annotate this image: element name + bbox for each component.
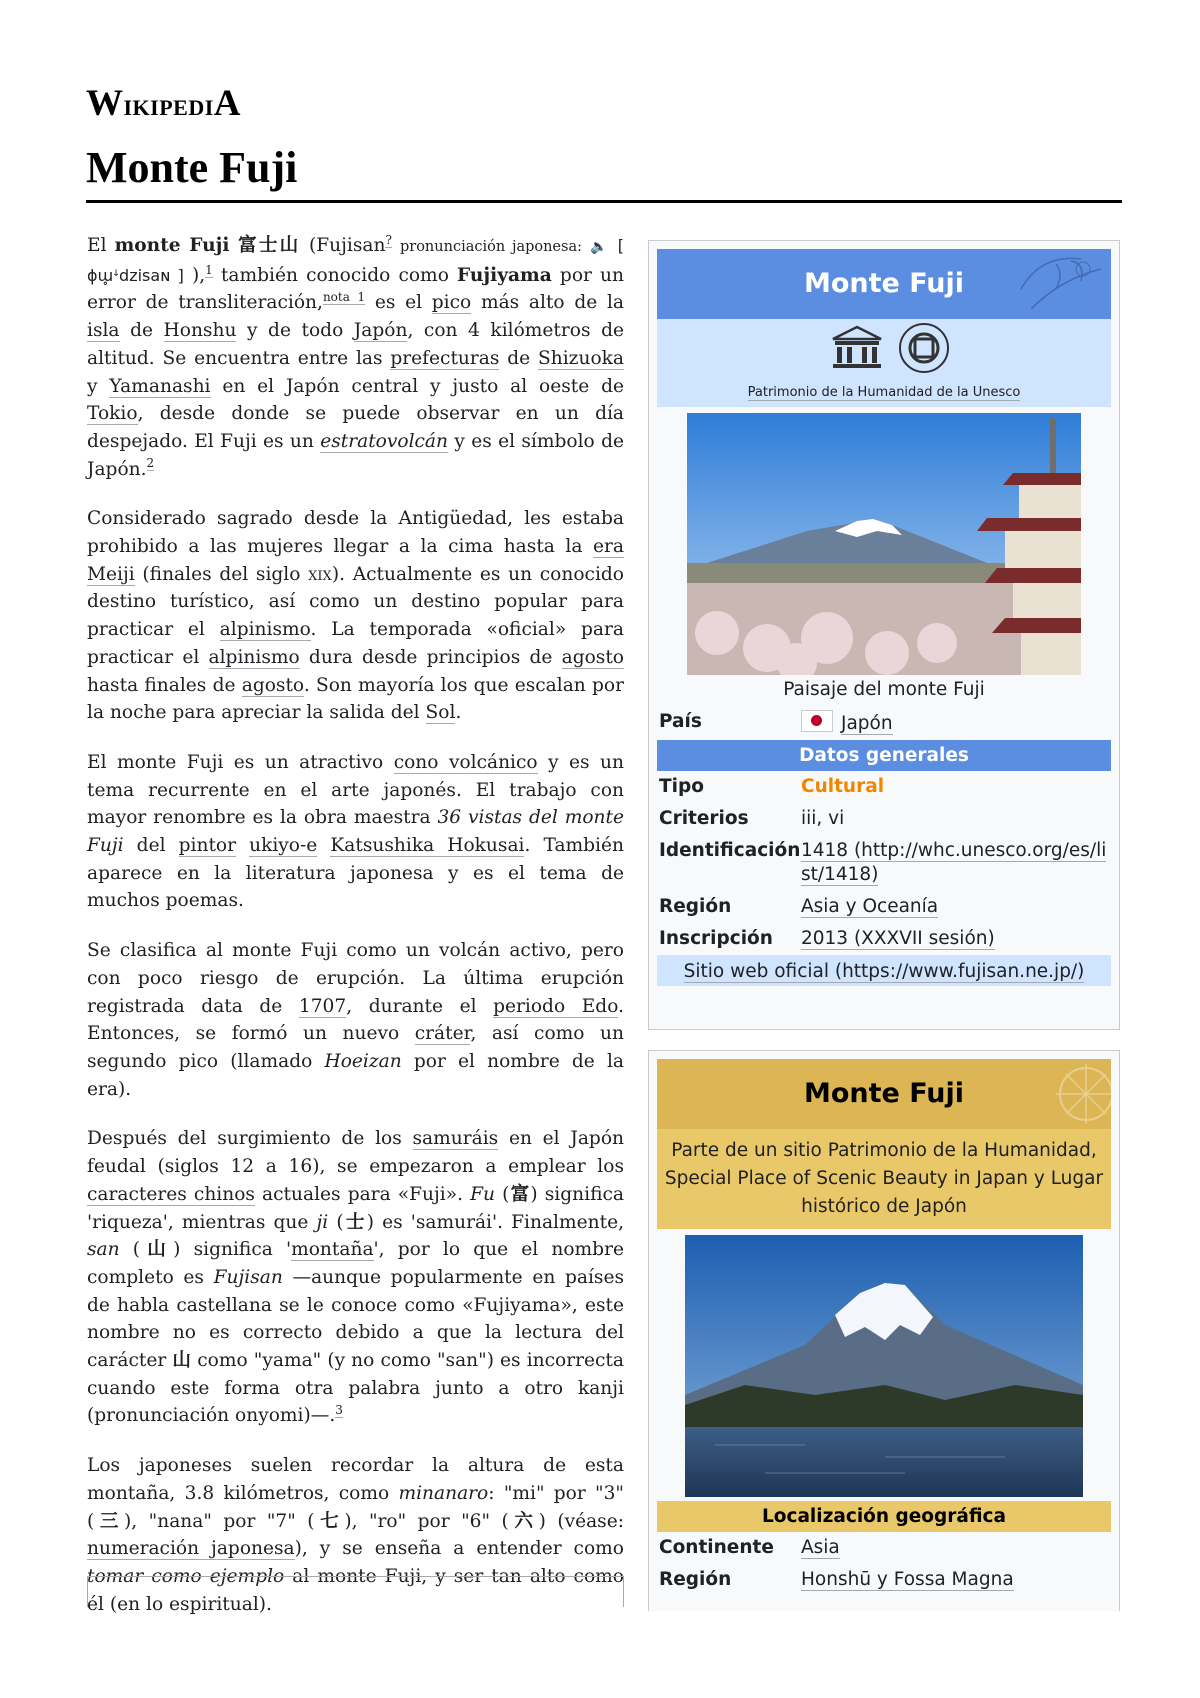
infobox-row-pais: País Japón: [659, 711, 893, 734]
fuji-lake-photo[interactable]: [685, 1235, 1083, 1497]
compass-rose-icon: [1031, 1059, 1111, 1129]
fuji-pagoda-photo[interactable]: [687, 413, 1081, 675]
infobox-geography: [648, 1050, 1120, 1611]
pronunciation-help-link[interactable]: ?: [385, 232, 392, 247]
ref-3[interactable]: 3: [335, 1403, 343, 1418]
infobox-title: Monte Fuji: [803, 268, 965, 299]
link-caracteres-chinos[interactable]: caracteres chinos: [87, 1183, 255, 1205]
japan-flag-icon: [801, 710, 833, 732]
link-tokio[interactable]: Tokio: [87, 403, 138, 425]
link-alpinismo-2[interactable]: alpinismo: [208, 646, 300, 668]
kanji-fujisan: 富士山: [229, 235, 310, 256]
link-pico[interactable]: pico: [431, 292, 472, 314]
paragraph-history: Considerado sagrado desde la Antigüedad, les estaba prohibido a las mujeres llegar a la cima hasta la era Meiji (finales del siglo xix). Actualmente es un conocido destino turístico, así como un destino popular para practicar el alpinismo. La temporada «oficial» para practicar el alpinismo dura desde principios de agosto hasta finales de agosto. Son mayoría los que escalan por la noche para apreciar la salida del Sol.: [87, 508, 625, 724]
link-agosto-2[interactable]: agosto: [241, 674, 304, 696]
link-isla[interactable]: isla: [87, 320, 120, 342]
ref-2[interactable]: 2: [146, 456, 155, 471]
infobox1-row-value: iii, vi: [801, 808, 845, 829]
link-1707[interactable]: 1707: [298, 995, 347, 1017]
infobox-unesco: [648, 240, 1120, 1030]
world-heritage-emblem-icon: [897, 321, 951, 375]
link-agosto[interactable]: agosto: [561, 646, 625, 668]
infobox-header: [657, 249, 1111, 319]
title-divider: [86, 200, 1122, 203]
infobox2-row-label: Región: [659, 1569, 732, 1590]
infobox2-title: Monte Fuji: [803, 1078, 965, 1109]
paragraph-volcano: Se clasifica al monte Fuji como un volcán activo, pero con poco riesgo de erupción. La última erupción registrada data de 1707, durante el periodo Edo. Entonces, se formó un nuevo cráter, así como un segundo pico (llamado Hoeizan por el nombre de la era).: [87, 940, 625, 1100]
article-body: [87, 232, 624, 1640]
infobox1-row-label: Identificación: [659, 840, 801, 861]
link-numeracion-japonesa[interactable]: numeración japonesa: [87, 1538, 295, 1560]
link-hokusai[interactable]: Katsushika Hokusai: [330, 835, 525, 857]
link-honshu[interactable]: Honshu: [163, 320, 237, 342]
infobox1-row-label: Tipo: [659, 776, 704, 797]
link-prefecturas[interactable]: prefecturas: [390, 347, 500, 369]
decorative-sketch-icon: [1001, 249, 1111, 319]
infobox2-row-value[interactable]: Asia: [801, 1537, 840, 1558]
link-yamanashi[interactable]: Yamanashi: [109, 375, 211, 397]
link-shizuoka[interactable]: Shizuoka: [538, 347, 624, 369]
unesco-logo-icon: [827, 325, 887, 371]
heritage-subtitle-link[interactable]: Parte de un sitio Patrimonio de la Humanidad, Special Place of Scenic Beauty in Japan y Lugar histórico de Japón: [664, 1140, 1104, 1217]
infobox2-header: [657, 1059, 1111, 1129]
link-cono-volcanico[interactable]: cono volcánico: [393, 751, 538, 773]
link-era-meiji[interactable]: era Meiji: [87, 536, 624, 585]
paragraph-intro: El monte Fuji 富士山 (Fujisan? pronunciación japonesa: 🔈 [ ɸɯ̥ꜜdzisaɴ ] ),$^1$ también conocido como Fujiyama por un error de transliteración,$^{nota 1}$ es el pico más alto de la isla de Honshu y de todo Japón, con 4 kilómetros de altitud. Se encuentra entre las prefecturas de Shizuoka y Yamanashi en el Japón central y justo al oeste de Tokio, desde donde se puede observar en un día despejado. El Fuji es un estratovolcán y es el símbolo de Japón.$^2$: [87, 232, 625, 480]
infobox2-row-label: Continente: [659, 1537, 774, 1558]
wikipedia-wordmark[interactable]: WikipediA: [86, 83, 242, 124]
infobox2-row-value[interactable]: Honshū y Fossa Magna: [801, 1569, 1014, 1590]
unesco-heritage-link[interactable]: Patrimonio de la Humanidad de la Unesco: [747, 385, 1021, 400]
link-sol[interactable]: Sol: [425, 702, 456, 724]
ref-1[interactable]: 1: [205, 262, 213, 277]
link-alpinismo[interactable]: alpinismo: [219, 619, 311, 641]
note-1[interactable]: nota 1: [322, 290, 366, 305]
link-pintor[interactable]: pintor: [178, 835, 237, 857]
infobox1-row-value[interactable]: 2013 (XXXVII sesión): [801, 928, 995, 949]
infobox2-row: [649, 1532, 1119, 1564]
infobox1-row-label: Inscripción: [659, 928, 773, 949]
official-website-link[interactable]: Sitio web oficial (https://www.fujisan.ne.jp/): [683, 961, 1085, 982]
link-periodo-edo[interactable]: periodo Edo: [493, 995, 619, 1017]
infobox1-row: [649, 923, 1119, 955]
paragraph-height: Los japoneses suelen recordar la altura de esta montaña, 3.8 kilómetros, como minanaro: "mi" por "3" (三), "nana" por "7" (七), "ro" por "6" (六) (véase: numeración japonesa), y se enseña a entender como tomar como ejemplo al monte Fuji, y ser tan alto como él (en lo espiritual).: [87, 1455, 624, 1615]
page-title: Monte Fuji: [86, 143, 298, 192]
section-localizacion: Localización geográfica: [657, 1501, 1111, 1532]
unesco-band: [657, 319, 1111, 407]
infobox1-row: [649, 771, 1119, 803]
infobox1-row-label: Región: [659, 896, 732, 917]
section-datos-generales: Datos generales: [657, 740, 1111, 771]
link-montana[interactable]: montaña: [291, 1239, 374, 1261]
infobox1-row-value[interactable]: 1418 (http://whc.unesco.org/es/list/1418): [801, 840, 1107, 885]
infobox1-row-value: Cultural: [801, 776, 885, 797]
table-of-contents-box: [87, 1576, 624, 1607]
infobox1-row: [649, 891, 1119, 923]
infobox2-row: [649, 1564, 1119, 1596]
paragraph-name: Después del surgimiento de los samuráis en el Japón feudal (siglos 12 a 16), se empezaron a emplear los caracteres chinos actuales para «Fuji». Fu (富) significa 'riqueza', mientras que ji (士) es 'samurái'. Finalmente, san (山) significa 'montaña', por lo que el nombre completo es Fujisan —aunque popularmente en países de habla castellana se le conoce como «Fujiyama», este nombre no es correcto debido a que la lectura del carácter 山 como "yama" (y no como "san") es incorrecta cuando este forma otra palabra junto a otro kanji (pronunciación onyomi)—.$^3$: [87, 1128, 625, 1427]
link-estratovolcan[interactable]: estratovolcán: [320, 430, 448, 452]
link-crater[interactable]: cráter: [414, 1023, 471, 1045]
infobox1-row-value[interactable]: Asia y Oceanía: [801, 896, 939, 917]
heritage-subtitle: [657, 1129, 1111, 1229]
speaker-icon[interactable]: 🔈: [590, 239, 610, 255]
link-samurais[interactable]: samuráis: [412, 1128, 499, 1150]
ipa-transcription[interactable]: [ ɸɯ̥ꜜdzisaɴ ]: [87, 236, 625, 285]
infobox1-row-label: Criterios: [659, 808, 749, 829]
link-pais-japon[interactable]: Japón: [841, 713, 893, 734]
infobox1-row: [649, 835, 1119, 891]
infobox1-row: [649, 803, 1119, 835]
image-caption: Paisaje del monte Fuji: [783, 679, 985, 700]
paragraph-art: El monte Fuji es un atractivo cono volcánico y es un tema recurrente en el arte japonés. El trabajo con mayor renombre es la obra maestra 36 vistas del monte Fuji del pintor ukiyo-e Katsushika Hokusai. También aparece en la literatura japonesa y es el tema de muchos poemas.: [87, 751, 625, 912]
link-ukiyo-e[interactable]: ukiyo-e: [249, 835, 318, 857]
link-japon[interactable]: Japón: [353, 320, 408, 342]
